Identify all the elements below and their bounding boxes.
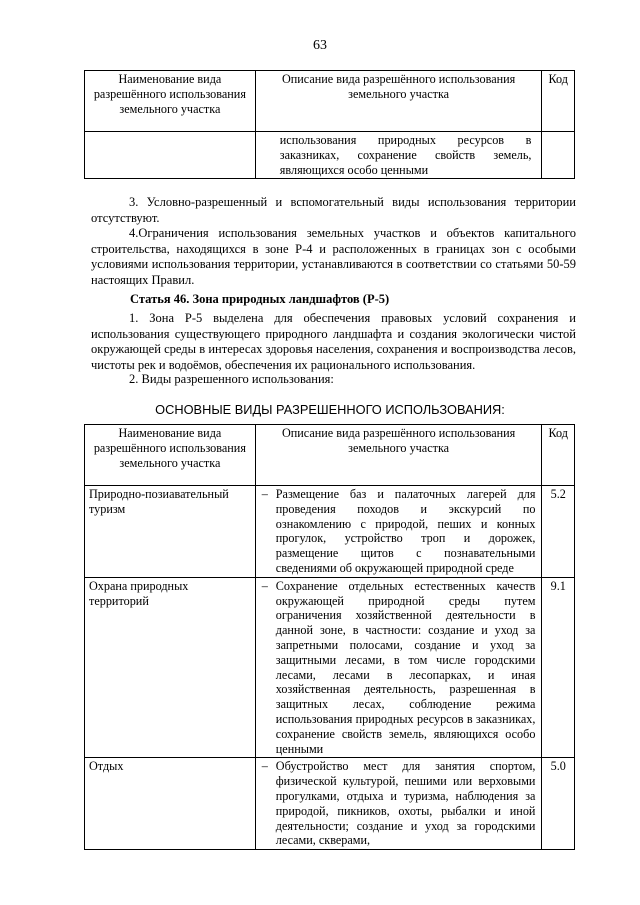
row-description — [255, 486, 542, 578]
table-row — [85, 132, 575, 179]
row-name: Охрана природных территорий — [85, 577, 256, 758]
row-description-text: Обустройство мест для занятия спортом, физической культурой, пешими или верховыми прогулками, отдыха и туризма, наблюдения за природой, пикников, охоты, рыбалки и иной деятельности; создание и уход за городскими лесами, скверами, — [275, 759, 536, 848]
row-description-text: использования природных ресурсов в заказниках, сохранение свойств земель, являющихся особо ценными — [279, 133, 532, 177]
paragraph-3: 3. Условно-разрешенный и вспомогательный виды использования территории отсутствуют. — [91, 195, 576, 225]
row-code: 5.0 — [542, 758, 575, 850]
article-title: Статья 46. Зона природных ландшафтов (Р-5) — [130, 292, 390, 306]
row-description — [255, 758, 542, 850]
continued-table — [84, 70, 575, 179]
paragraph-4: 4.Ограничения использования земельных участков и объектов капитального строительства, находящихся в зоне Р-4 и расположенных в границах зон с особыми условиями использования территории, устанавливаются в соответствии со статьями 50-59 настоящих Правил. — [91, 226, 576, 287]
permitted-uses-table — [84, 424, 575, 850]
header-name: Наименование вида разрешённого использования земельного участка — [85, 425, 256, 486]
header-code: Код — [542, 425, 575, 486]
page-number: 63 — [313, 38, 327, 53]
row-name — [85, 132, 256, 179]
row-code — [542, 132, 575, 179]
row-dash: – — [261, 759, 268, 774]
row-dash: – — [261, 578, 268, 593]
header-description: Описание вида разрешённого использования земельного участка — [255, 71, 542, 132]
paragraph-5-1: 1. Зона Р-5 выделена для обеспечения правовых условий сохранения и использования существующего природного ландшафта и создания экологически чистой окружающей среды в интересах здоровья населения, сохранения и воспроизводства лесов, чистоты рек и водоёмов, обеспечения их рационального использования. — [91, 311, 576, 372]
paragraph-5-2: 2. Виды разрешенного использования: — [129, 372, 334, 386]
row-name: Природно-позиавательный туризм — [85, 486, 256, 578]
table-row — [85, 577, 575, 758]
row-description — [255, 132, 542, 179]
table-row — [85, 758, 575, 850]
table-caption: ОСНОВНЫЕ ВИДЫ РАЗРЕШЕННОГО ИСПОЛЬЗОВАНИЯ: — [155, 402, 505, 417]
table-row — [85, 486, 575, 578]
header-code: Код — [542, 71, 575, 132]
table-header-row — [85, 425, 575, 486]
table-header-row — [85, 71, 575, 132]
row-description-text: Размещение баз и палаточных лагерей для проведения походов и экскурсий по ознакомлению с природой, пеших и конных прогулок, устройство троп и дорожек, размещение щитов с познавательными сведениями об окружающей природной среде — [275, 487, 536, 575]
row-description — [255, 577, 542, 758]
row-code: 5.2 — [542, 486, 575, 578]
row-description-text: Сохранение отдельных естественных качеств окружающей природной среды путем ограничения хозяйственной деятельности в данной зоне, в частности: создание и уход за запретными полосами, создание и уход за защитными лесами, в том числе городскими лесами, лесами в лесопарках, и иная хозяйственная деятельность, разрешенная в защитных лесах, соблюдение режима использования природных ресурсов в заказниках, сохранение свойств земель, являющихся особо ценными — [275, 578, 536, 756]
header-name: Наименование вида разрешённого использования земельного участка — [85, 71, 256, 132]
row-code: 9.1 — [542, 577, 575, 758]
row-dash: – — [261, 487, 268, 501]
row-name: Отдых — [85, 758, 256, 850]
header-description: Описание вида разрешённого использования земельного участка — [255, 425, 542, 486]
